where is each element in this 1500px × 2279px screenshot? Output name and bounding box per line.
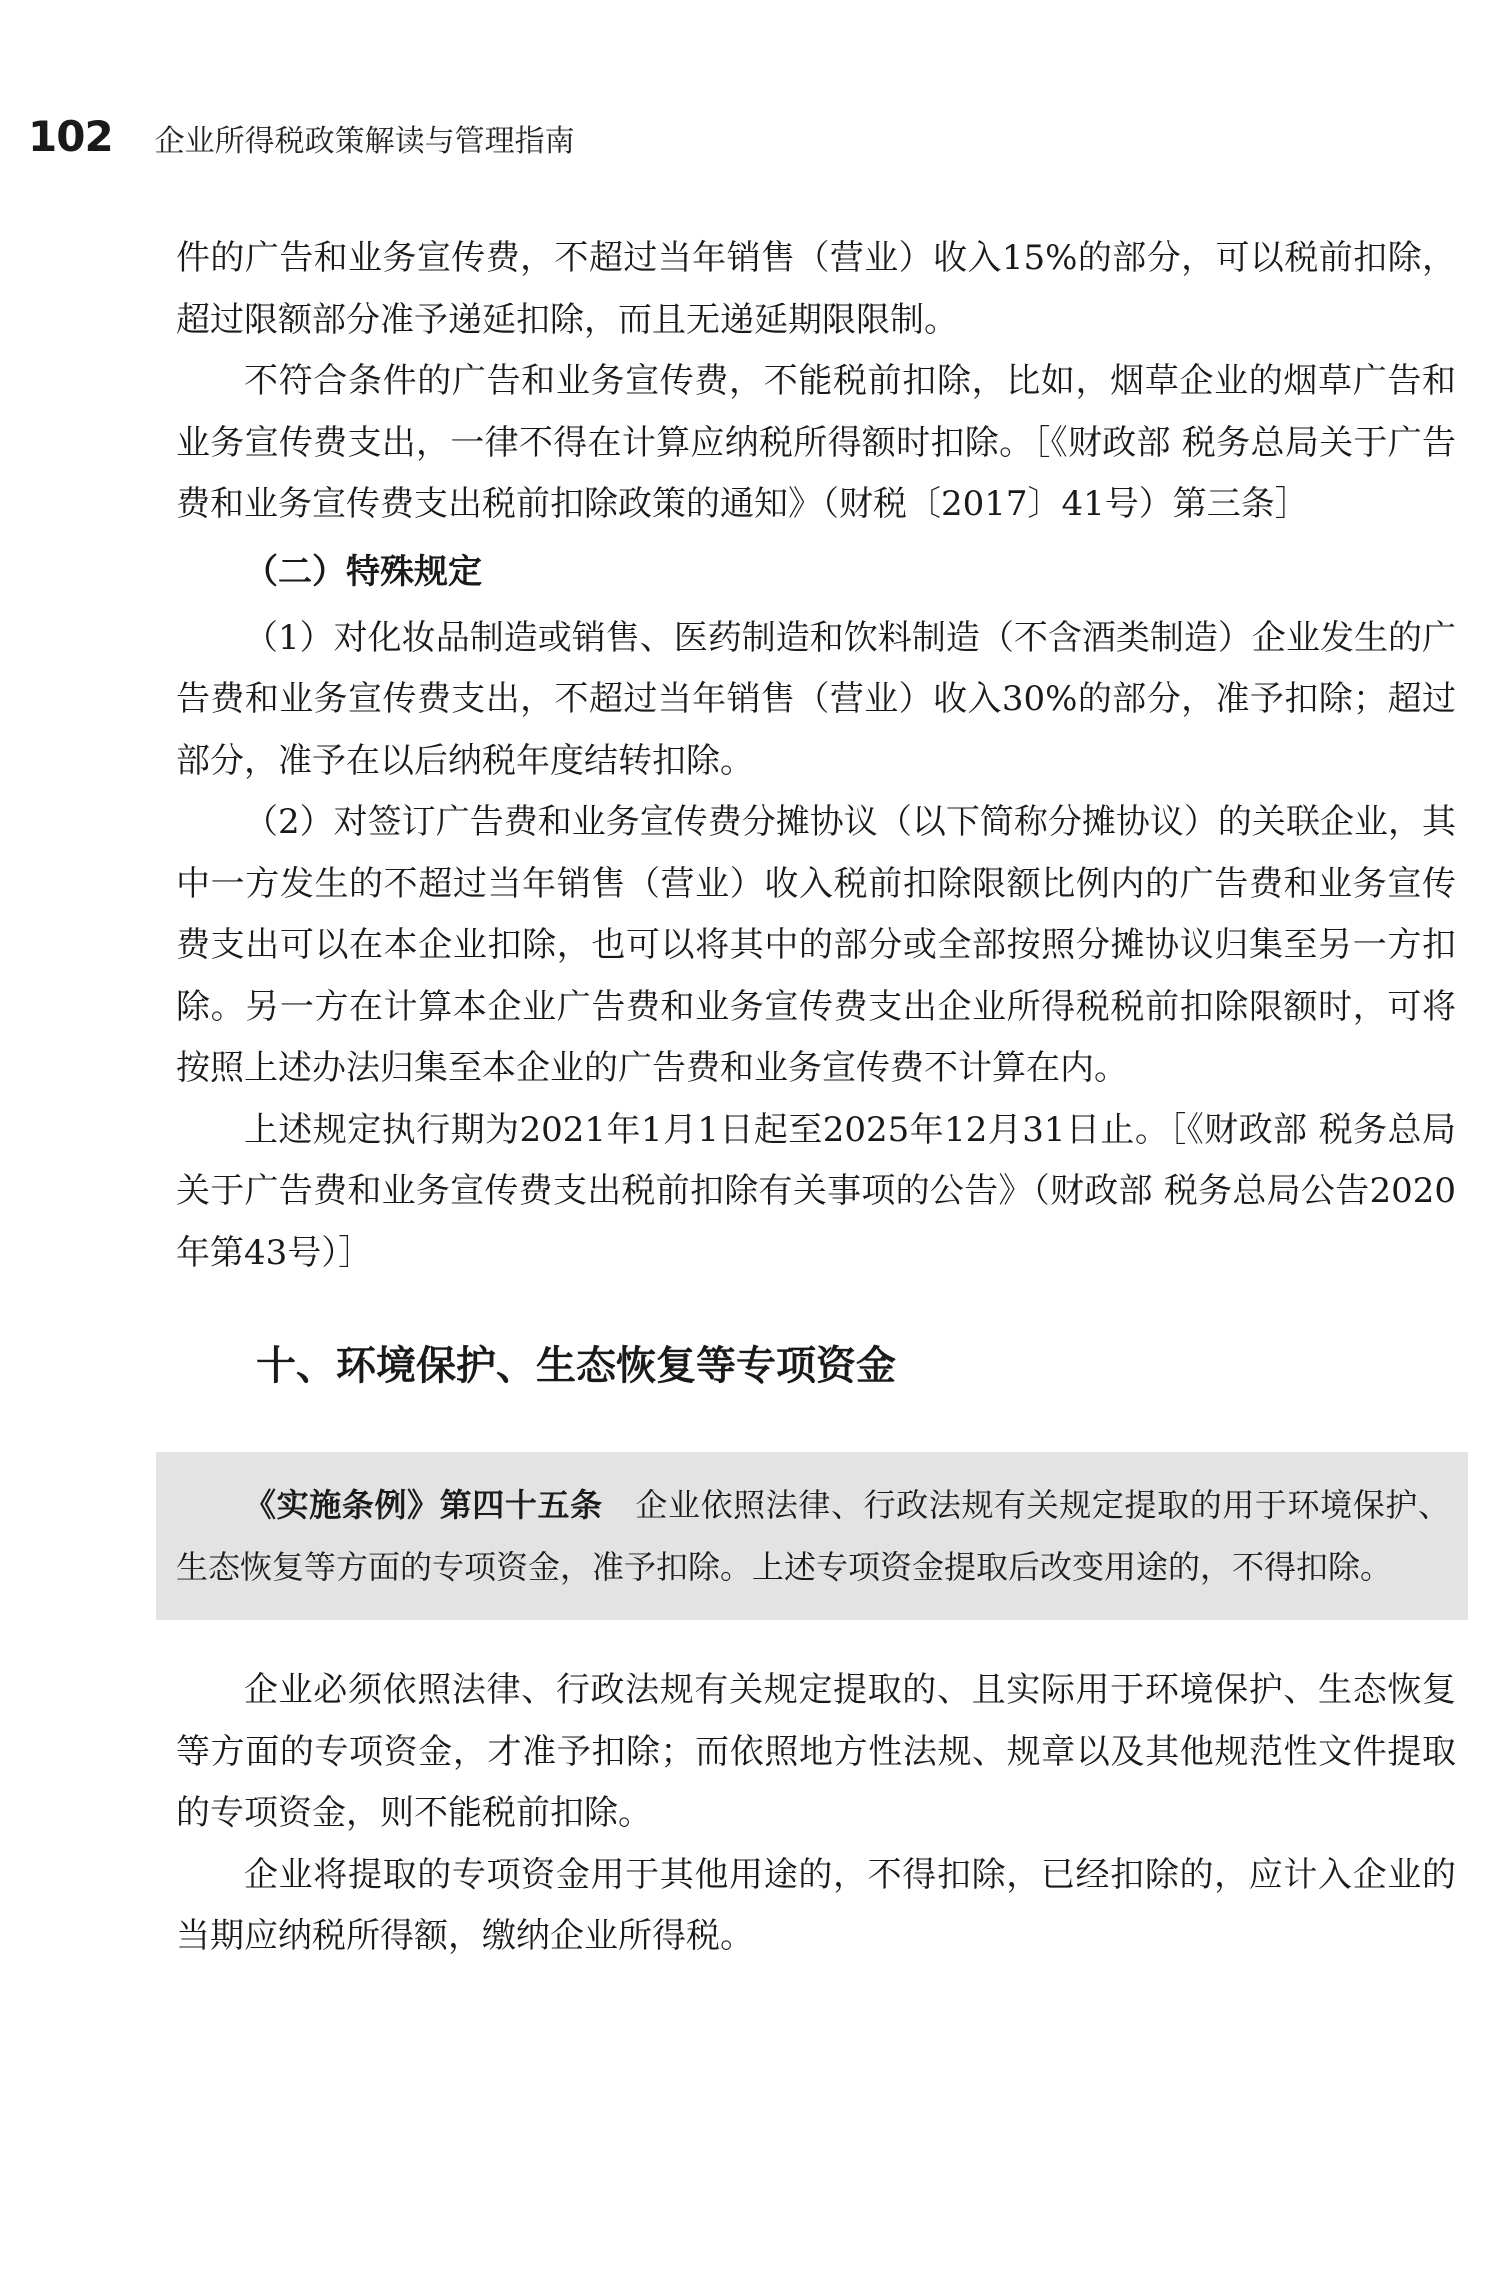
paragraph-special-rule-1: （1）对化妆品制造或销售、医药制造和饮料制造（不含酒类制造）企业发生的广告费和业务宣传费支出，不超过当年销售（营业）收入30%的部分，准予扣除；超过部分，准予在以后纳税年度结转扣除。 [176,617,1456,781]
page-body [176,228,1456,1968]
sub-heading-special-rules: （二）特殊规定 [244,551,482,592]
regulation-quote-label: 《实施条例》第四十五条 [244,1486,603,1524]
regulation-quote-text: 企业依照法律、行政法规有关规定提取的用于环境保护、生态恢复等方面的专项资金，准予扣除。上述专项资金提取后改变用途的，不得扣除。 [176,1486,1450,1586]
regulation-quote-box [156,1452,1468,1620]
paragraph-fund-misuse: 企业将提取的专项资金用于其他用途的，不得扣除，已经扣除的，应计入企业的当期应纳税所得额，缴纳企业所得税。 [176,1854,1456,1956]
paragraph-advertising-limit: 件的广告和业务宣传费，不超过当年销售（营业）收入15%的部分，可以税前扣除，超过限额部分准予递延扣除，而且无递延期限限制。 [176,238,1456,340]
section-heading: 十、环境保护、生态恢复等专项资金 [256,1343,896,1389]
paragraph-tobacco-exclusion: 不符合条件的广告和业务宣传费，不能税前扣除，比如，烟草企业的烟草广告和业务宣传费支出，一律不得在计算应纳税所得额时扣除。［《财政部 税务总局关于广告费和业务宣传费支出税前扣除政策的通知》（财税〔2017〕41号）第三条］ [176,361,1456,524]
paragraph-effective-period: 上述规定执行期为2021年1月1日起至2025年12月31日止。［《财政部 税务总局关于广告费和业务宣传费支出税前扣除有关事项的公告》（财政部 税务总局公告2020年第43号）］ [176,1109,1456,1273]
paragraph-fund-requirement: 企业必须依照法律、行政法规有关规定提取的、且实际用于环境保护、生态恢复等方面的专项资金，才准予扣除；而依照地方性法规、规章以及其他规范性文件提取的专项资金，则不能税前扣除。 [176,1670,1456,1833]
page-header [28,112,575,161]
regulation-quote [176,1474,1450,1598]
page-number: 102 [28,112,113,161]
running-title: 企业所得税政策解读与管理指南 [154,124,575,159]
paragraph-special-rule-2: （2）对签订广告费和业务宣传费分摊协议（以下简称分摊协议）的关联企业，其中一方发生的不超过当年销售（营业）收入税前扣除限额比例内的广告费和业务宣传费支出可以在本企业扣除，也可以将其中的部分或全部按照分摊协议归集至另一方扣除。另一方在计算本企业广告费和业务宣传费支出企业所得税税前扣除限额时，可将按照上述办法归集至本企业的广告费和业务宣传费不计算在内。 [176,802,1456,1088]
